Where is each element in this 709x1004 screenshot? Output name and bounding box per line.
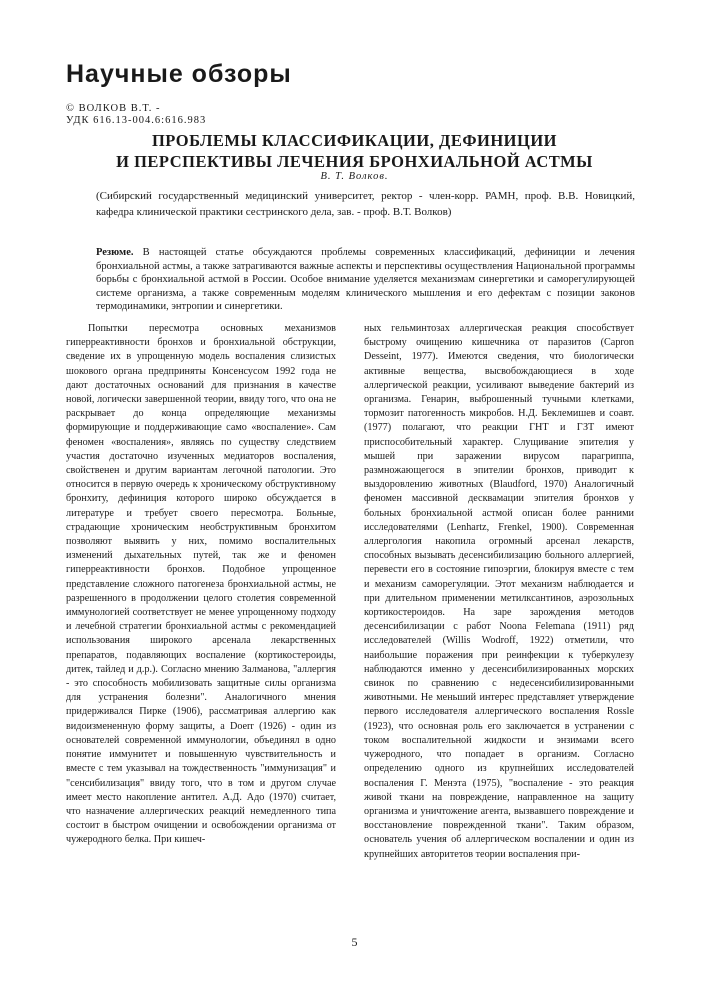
- abstract-label: Резюме.: [96, 247, 134, 258]
- title-line-1: ПРОБЛЕМЫ КЛАССИФИКАЦИИ, ДЕФИНИЦИИ: [151, 131, 558, 150]
- right-column: [364, 322, 634, 862]
- section-title: Научные обзоры: [66, 60, 292, 88]
- udc-code: УДК 616.13-004.6:616.983: [66, 115, 207, 126]
- page-number: 5: [351, 935, 358, 949]
- left-column: [66, 322, 336, 862]
- copyright-line: © ВОЛКОВ В.Т. -: [66, 103, 161, 114]
- author-name: В. Т. Волков.: [320, 171, 389, 182]
- paper-title: [66, 130, 643, 172]
- right-column-text: ных гельминтозах аллергическая реакция способствует быстрому очищению кишечника от паразитов (Capron Desseint, 1977). Имеются сведения, что биологически активные вещества, высвобождающиеся в ходе аллергической реакции, усиливают выведение бактерий из организма. Генарин, выброшенный тучными клетками, тормозит патогенность микробов. Н.Д. Беклемишев и соавт. (1977) полагают, что реакции ГНТ и ГЗТ имеют приспособительный характер. Слущивание эпителия у мышей при заражении вирусом парагриппа, размножающегося в эпителии бронхов, приводит к выздоровлению животных (Blaudford, 1970) Аналогичный феномен массивной десквамации эпителия бронхов у больных бронхиальной астмой описан более ранними исследователями (Lenhartz, Frenkel, 1900). Современная аллергология накопила огромный арсенал лекарств, способных вызывать десенсибилизацию больного аллергией, перевести его в состояние гипоэргии, блокируя вместе с тем и механизм саморегуляции. Этот механизм наблюдается и при длительном применении метилксантинов, аэрозольных кортикостероидов. На заре зарождения методов десенсибилизации с работ Noona Felemana (1911) ряд исследователей (Willis Wodroff, 1922) отметили, что наибольшие поражения при реинфекции к туберкулезу наблюдаются именно у десенсибилизированных морских свинок по сравнению с недесенсибилизированными животными. Не меньший интерес представляет утверждение первого исследователя аллергического воспаления Rossle (1923), что основная роль его заключается в устранении с током воспалительной жидкости и энзимами всего чужеродного, что попадает в организм. Согласно определению одного из крупнейших исследователей воспаления Г. Менэта (1975), "воспаление - это реакция живой ткани на повреждение, направленное на защиту организма и уничтожение агента, вызвавшего повреждение и восстановление поврежденной ткани". Таким образом, основатель учения об аллергическом воспалении и один из крупнейших авторитетов теории воспаления при-: [364, 323, 634, 860]
- abstract: [96, 246, 635, 314]
- abstract-text: В настоящей статье обсуждаются проблемы современных классификаций, дефиниции и лечения бронхиальной астмы, а также затрагиваются важные аспекты и перспективы осуществления Национальной программы борьбы с бронхиальной астмой в России. Особое внимание уделяется механизмам синергетики и саморегулирующей системе организма, а также современным моделям клинического мышления и его дефектам с позиции законов термодинамики, энтропии и синергетики.: [96, 247, 635, 312]
- article-meta: [66, 103, 206, 127]
- body-columns: [66, 322, 634, 862]
- left-column-text: Попытки пересмотра основных механизмов гиперреактивности бронхов и бронхиальной обструкции, сведение их в упрощенную модель воспаления слизистых шокового органа предприняты Консенсусом 1992 года не дают достаточных оснований для признания в качестве новой, логически завершенной теории, ввиду того, что она не раскрывает до конца определяющие механизмы формирующие и поддерживающие само «воспаление». Сам феномен «воспаления», являясь по существу следствием участия достаточно изученных медиаторов воспаления, свойственен и другим вариантам легочной патологии. Это относится в первую очередь к хроническому обструктивному бронхиту, дефиниция которого широко обсуждается в литературе и требует своего пересмотра. Больные, страдающие хроническим необструктивным бронхитом позволяют выявить у них, помимо воспалительных изменений дыхательных путей, так же и феномен гиперреактивности бронхов. Подобное упрощенное представление сложного патогенеза бронхиальной астмы, не разрешенного в продолжении целого столетия современной иммунологией соответствует не менее упрощенному подходу и лечебной стратегии бронхиальной астмы с рекомендацией использования широкого арсенала лекарственных препаратов, подавляющих воспаление (кортикостероиды, дитек, тайлед и д.р.). Согласно мнению Залмановa, "аллергия - это способность мобилизовать защитные силы организма для устранения болезни". Аналогичного мнения придерживался Пирке (1906), рассматривая аллергию как видоизмененную форму защиты, а Doerr (1926) - один из основателей современной иммунологии, объединял в одно понятие иммунитет и повышенную чувствительность и вместе с тем указывал на тождественность "иммунизация" и "сенсибилизация" ввиду того, что в том и другом случае имеет место накопление антител. А.Д. Адо (1970) считает, что назначение аллергических реакций немедленного типа состоит в быстром очищении и освобождении организма от чужеродного белка. При кишеч-: [66, 323, 336, 846]
- affiliation: (Сибирский государственный медицинский университет, ректор - член-корр. РАМН, проф. В.В. Новицкий, кафедра клинической практики сестринского дела, зав. - проф. В.Т. Волков): [96, 190, 635, 218]
- title-line-2: И ПЕРСПЕКТИВЫ ЛЕЧЕНИЯ БРОНХИАЛЬНОЙ АСТМЫ: [116, 152, 593, 171]
